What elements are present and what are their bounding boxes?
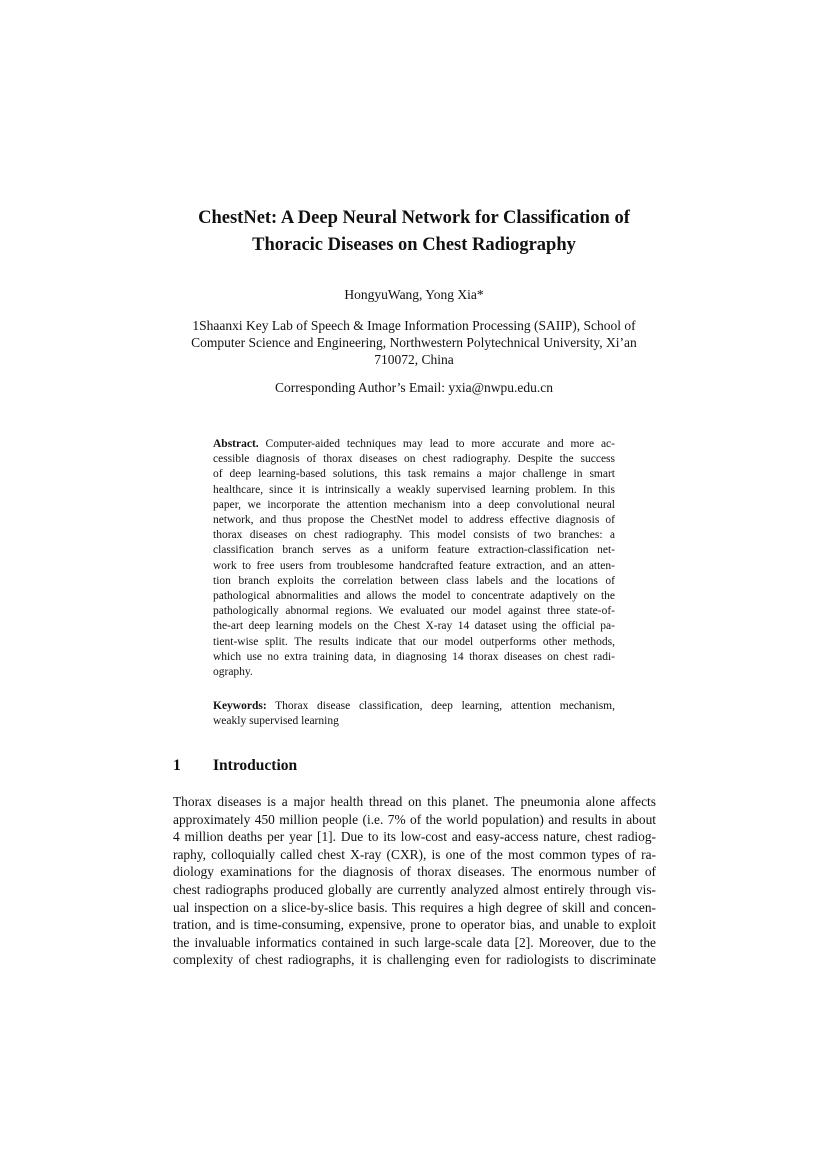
body-line: raphy, colloquially called chest X-ray (CXR), is one of the most common types of ra- (173, 846, 656, 862)
abstract-line: pathological abnormalities and allows the model to concentrate adaptively on the (213, 590, 615, 603)
body-line: complexity of chest radiographs, it is challenging even for radiologists to discriminate (173, 952, 656, 968)
body-line: chest radiographs produced globally are currently analyzed almost entirely through vis- (173, 881, 656, 897)
abstract-line: paper, we incorporate the attention mechanism into a deep convolutional neural (213, 498, 615, 511)
abstract-label: Abstract. (213, 438, 259, 450)
body-line: ual inspection on a slice-by-slice basis. This requires a high degree of skill and concen- (173, 899, 656, 915)
corresponding-email: Corresponding Author’s Email: yxia@nwpu.edu.cn (274, 380, 554, 395)
section-title: Introduction (213, 757, 298, 774)
body-line: tration, and is time-consuming, expensive, prone to operator bias, and unable to exploit (173, 917, 656, 933)
body-line: 4 million deaths per year [1]. Due to its low-cost and easy-access nature, chest radiog- (173, 829, 656, 845)
abstract-line: thorax diseases on chest radiography. This model consists of two branches: a (213, 529, 615, 542)
abstract-line: tion branch exploits the correlation between class labels and the locations of (213, 574, 615, 587)
abstract-line: work to free users from troublesome handcrafted feature extraction, and an atten- (213, 559, 615, 572)
abstract-line: pathologically abnormal regions. We evaluated our model against three state-of- (213, 605, 615, 618)
abstract-line-text: Computer-aided techniques may lead to more accurate and more ac- (265, 438, 615, 450)
abstract-line: which use no extra training data, in diagnosing 14 thorax diseases on chest radi- (213, 650, 615, 663)
abstract (213, 437, 615, 680)
body-line: diology examinations for the diagnosis of thorax diseases. The enormous number of (173, 864, 656, 880)
abstract-line: the-art deep learning models on the Chest X-ray 14 dataset using the official pa- (213, 620, 615, 633)
abstract-line: healthcare, since it is intrinsically a weakly supervised learning problem. In this (213, 483, 615, 496)
abstract-line: network, and thus propose the ChestNet model to address effective diagnosis of (213, 514, 615, 527)
author-list: HongyuWang, Yong Xia* (344, 287, 484, 302)
affiliation-line: Computer Science and Engineering, Northwestern Polytechnical University, Xi’an (191, 335, 637, 350)
title-line: Thoracic Diseases on Chest Radiography (252, 235, 576, 255)
affiliation-line: 710072, China (374, 352, 454, 367)
section-number: 1 (173, 757, 181, 774)
abstract-line (213, 437, 615, 452)
keywords-label: Keywords: (213, 700, 267, 712)
body-line: Thorax diseases is a major health thread on this planet. The pneumonia alone affects (173, 794, 656, 809)
abstract-line: classification branch serves as a uniform feature extraction-classification net- (213, 544, 615, 557)
keywords-line-text: Thorax disease classification, deep learning, attention mechanism, (275, 700, 615, 712)
affiliation (150, 317, 678, 368)
body-line: approximately 450 million people (i.e. 7% of the world population) and results in about (173, 811, 656, 827)
affiliation-line: 1Shaanxi Key Lab of Speech & Image Information Processing (SAIIP), School of (192, 318, 636, 333)
keywords-line (213, 699, 615, 714)
body-paragraph (173, 793, 656, 969)
title-line: ChestNet: A Deep Neural Network for Classification of (198, 208, 630, 228)
body-line: the invaluable informatics contained in such large-scale data [2]. Moreover, due to the (173, 934, 656, 950)
abstract-line: of deep learning-based solutions, this task remains a major challenge in smart (213, 468, 615, 481)
abstract-line: tient-wise split. The results indicate that our model outperforms other methods, (213, 635, 615, 648)
paper-title (120, 205, 708, 259)
abstract-line: cessible diagnosis of thorax diseases on chest radiography. Despite the success (213, 453, 615, 466)
keywords (213, 699, 615, 729)
section-heading (173, 756, 655, 776)
keywords-line: weakly supervised learning (213, 715, 339, 728)
abstract-line: ography. (213, 666, 253, 679)
